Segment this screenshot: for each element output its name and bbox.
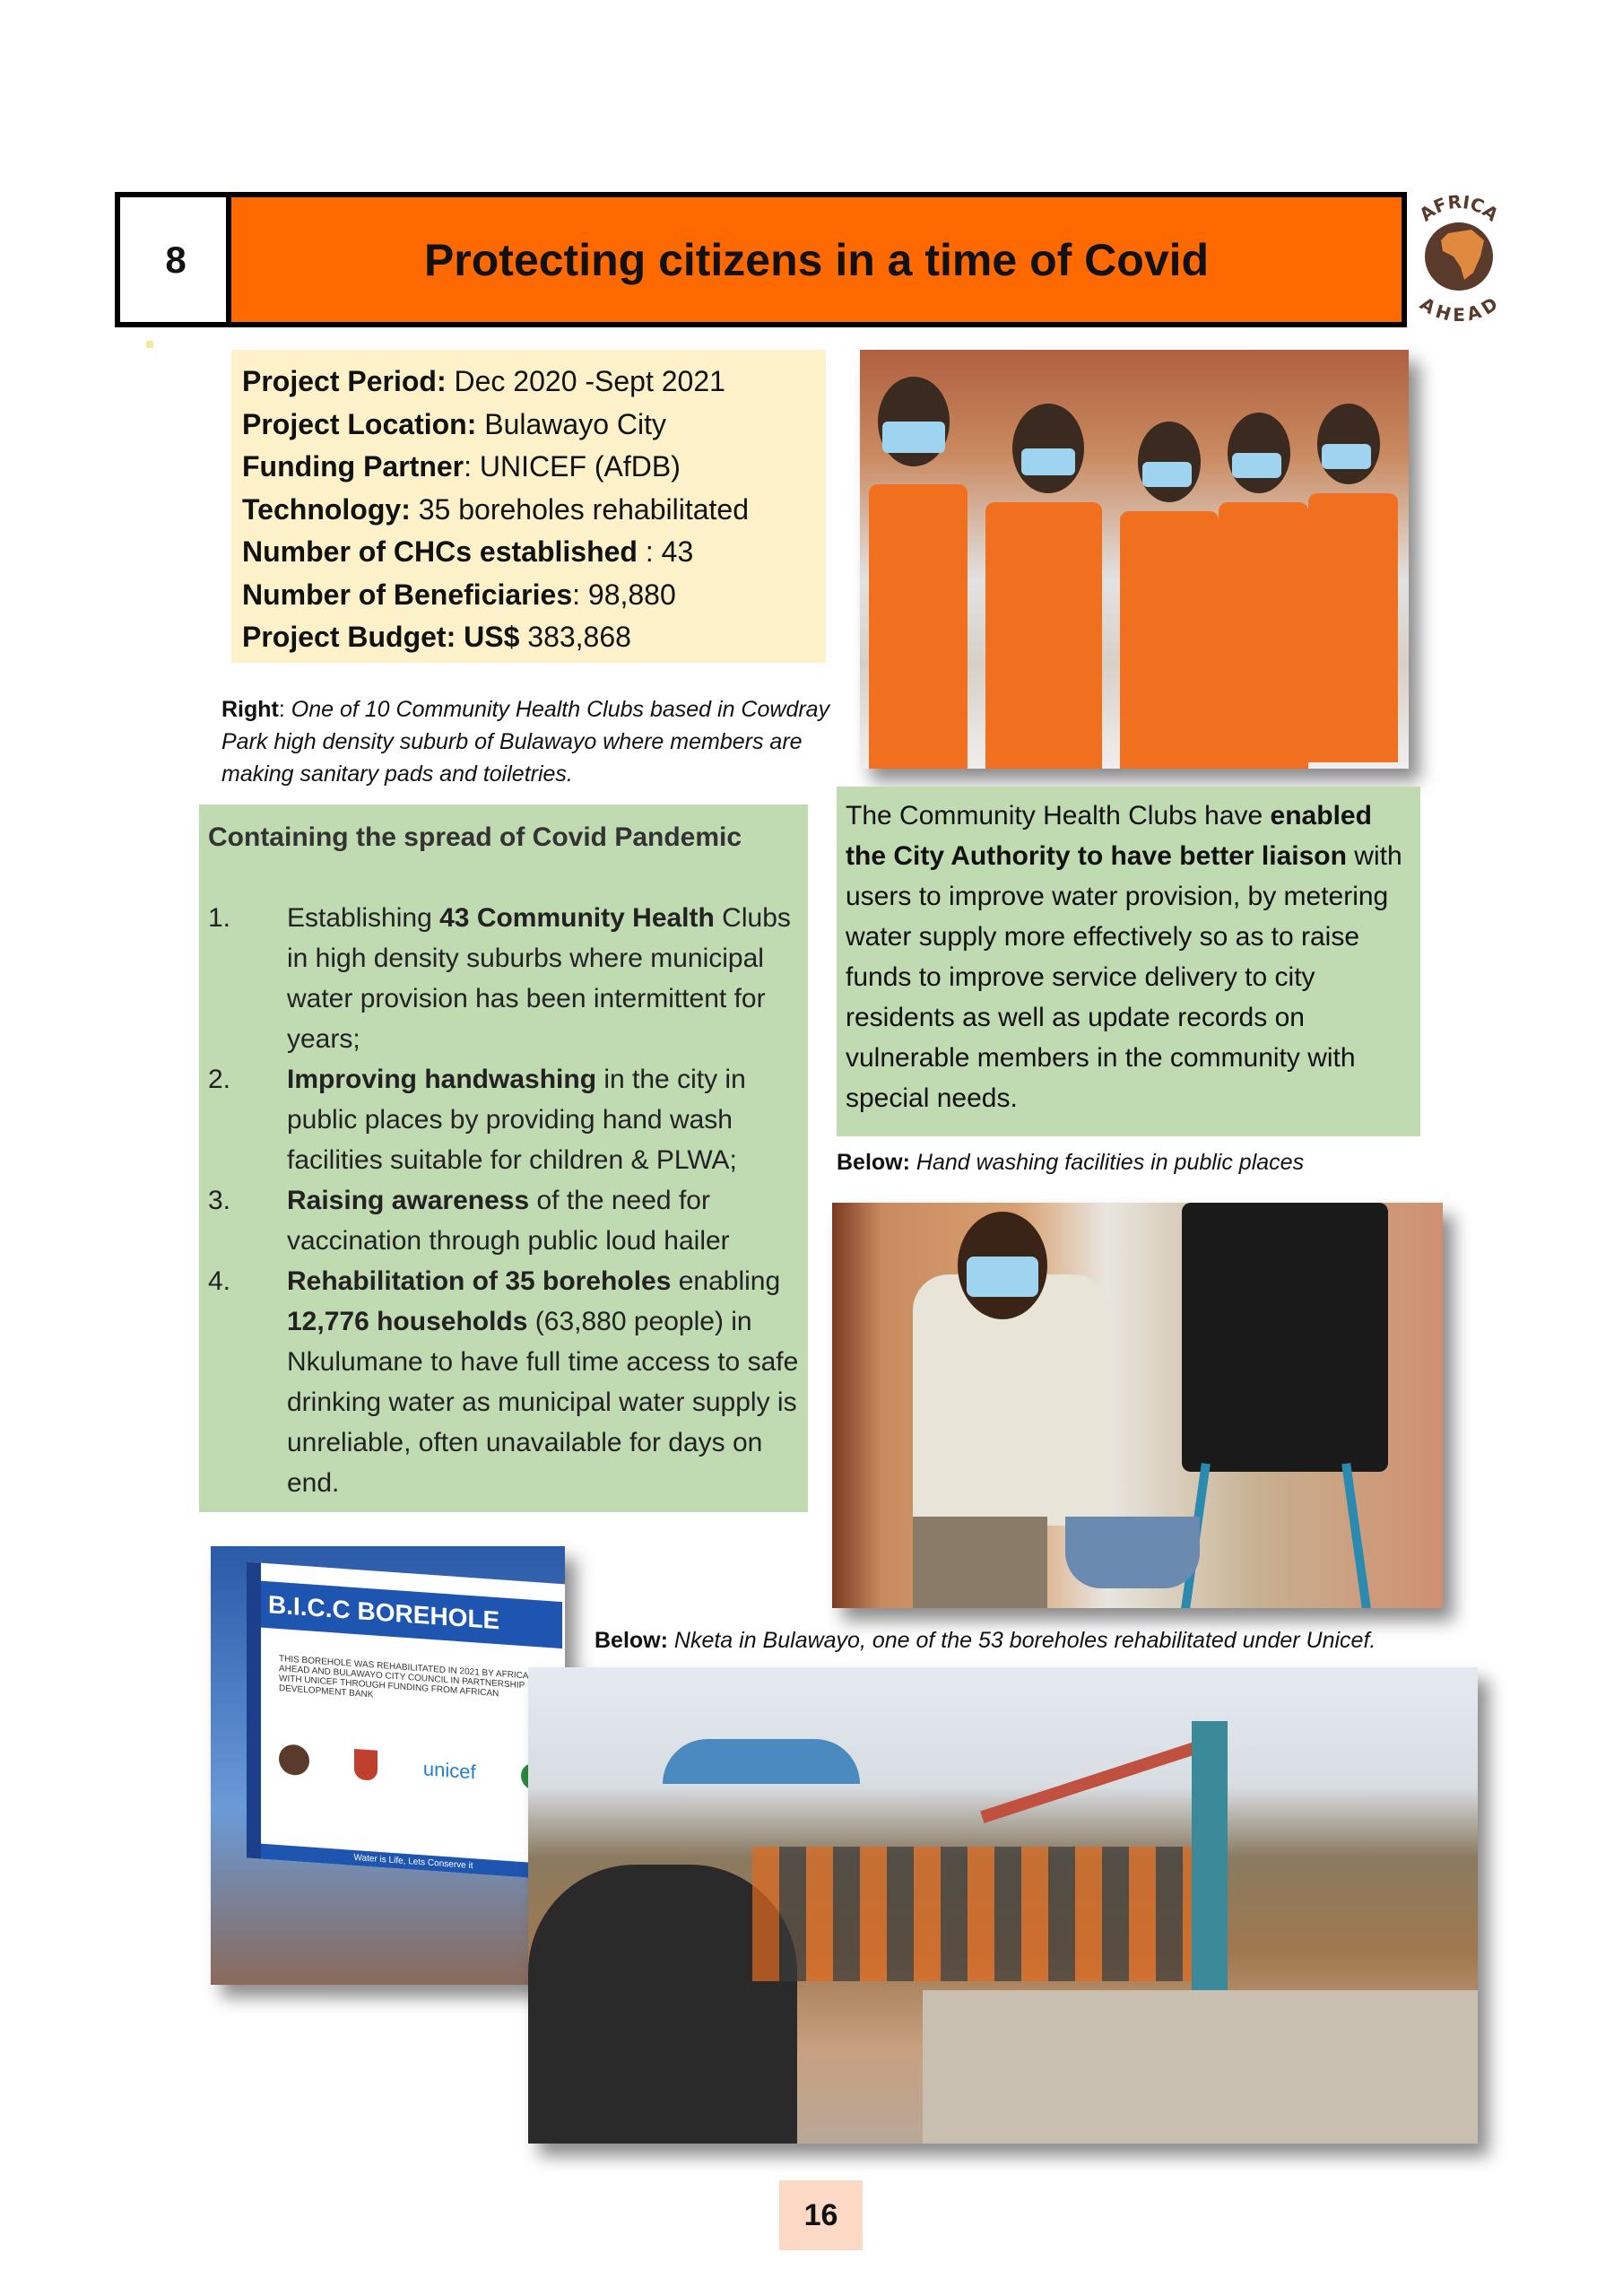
project-info-box <box>231 350 826 663</box>
list-item: 3. Raising awareness of the need for vaccination through public loud hailer <box>208 1186 730 1256</box>
sign-text: THIS BOREHOLE WAS REHABILITATED IN 2021 BY AFRICA AHEAD AND BULAWAYO CITY COUNCIL IN PARTNERSHIP WITH UNICEF THROUGH FUNDING FROM AFRICAN DEVELOPMENT BANK <box>279 1654 529 1700</box>
unicef-logo: unicef <box>422 1757 476 1784</box>
photo-community-health-club <box>860 350 1409 769</box>
list-item: 1. Establishing 43 Community Health Clubs in high density suburbs where municipal water provision has been intermittent for years; <box>208 903 791 1054</box>
page-number: 16 <box>779 2180 863 2250</box>
sign-footer: Water is Life, Lets Conserve it <box>261 1844 565 1881</box>
council-crest-icon <box>354 1749 378 1781</box>
africa-ahead-logo <box>1402 187 1516 323</box>
info-row: Number of Beneficiaries: 98,880 <box>242 578 676 611</box>
photo-handwashing-facility <box>832 1203 1443 1608</box>
info-row: Technology: 35 boreholes rehabilitated <box>242 492 749 526</box>
caption-handwashing: Below: Hand washing facilities in public places <box>837 1150 1305 1175</box>
section-heading: Containing the spread of Covid Pandemic <box>208 822 742 852</box>
info-row: Number of CHCs established : 43 <box>242 535 694 568</box>
borehole-sign <box>247 1562 565 1881</box>
decorative-dot <box>146 341 153 348</box>
photo-nketa-borehole <box>528 1667 1478 2144</box>
info-row: Project Location: Bulawayo City <box>242 407 666 440</box>
africa-ahead-logo-icon <box>279 1744 309 1776</box>
containing-covid-box <box>199 804 808 1512</box>
list-item: 4. Rehabilitation of 35 boreholes enabling 12,776 households (63,880 people) in Nkulumane to have full time access to safe drinking water as municipal water supply is unreliable, often unavailable for days on end. <box>208 1266 799 1498</box>
sign-logos <box>279 1744 548 1793</box>
chc-impact-box: The Community Health Clubs have enabled the City Authority to have better liaison with users to improve water provision, by metering water supply more effectively so as to raise funds to improve service delivery to city residents as well as update records on vulnerable members in the community with special needs. <box>837 787 1420 1136</box>
section-number: 8 <box>115 192 231 327</box>
info-row: Funding Partner: UNICEF (AfDB) <box>242 450 681 483</box>
info-row: Project Period: Dec 2020 -Sept 2021 <box>242 365 725 397</box>
caption-right-photo: Right: One of 10 Community Health Clubs based in Cowdray Park high density suburb of Bulawayo where members are making sanitary pads and toiletries. <box>221 697 830 787</box>
info-row: Project Budget: US$ 383,868 <box>242 621 631 653</box>
list-item: 2. Improving handwashing in the city in public places by providing hand wash facilities suitable for children & PLWA; <box>208 1065 746 1175</box>
caption-borehole: Below: Nketa in Bulawayo, one of the 53 boreholes rehabilitated under Unicef. <box>595 1628 1376 1653</box>
svg-text:AHEAD: AHEAD <box>1416 292 1502 323</box>
sign-title: B.I.C.C BOREHOLE <box>261 1581 562 1648</box>
svg-text:AFRICA: AFRICA <box>1415 190 1503 226</box>
photo-bicc-borehole-sign <box>211 1546 565 1985</box>
page-title: Protecting citizens in a time of Covid <box>226 192 1407 327</box>
